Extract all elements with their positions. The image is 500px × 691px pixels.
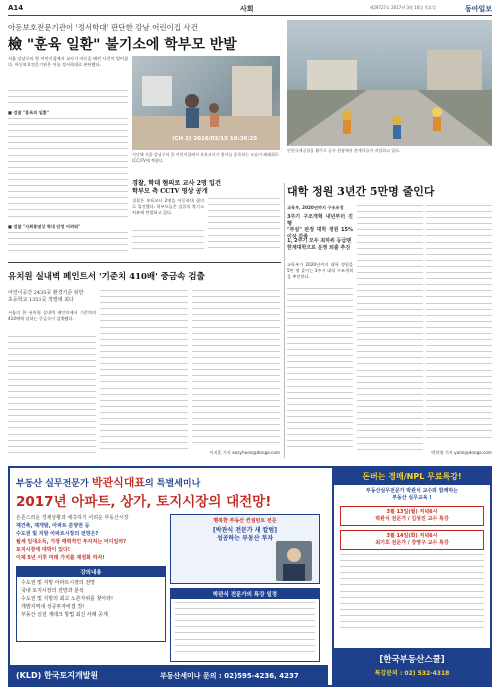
ad-center-title: [박관식 전문가 새 칼럼] 성공하는 부동산 투자 — [213, 527, 277, 542]
photo2-caption: 인천국제공항을 활주로 공사 현장에서 관계자들이 작업하고 있다. — [287, 148, 401, 153]
ad-schedule-item: 3월 14일(화) 저녁6시 최기호 전문가 / 강영구 교수 특강 — [340, 530, 484, 550]
article1-kicker: 아동보호전문기관이 '정서학대' 판단한 강남 어린이집 사건 — [8, 23, 198, 32]
article2-body: 교육부가 2020년까지 대학 정원을 5만 명 줄이는 3주기 대학 구조개혁을 추진한다. — [287, 262, 353, 280]
article3-byline: 이지훈 기자 easyhoon@donga.com — [209, 450, 280, 455]
ad-agenda-title: 강의내용 — [17, 567, 165, 577]
article1b-text-lines-2 — [208, 198, 280, 256]
ad-seminar-box — [170, 588, 320, 662]
ad-center-box — [170, 514, 320, 584]
ad-org-name: (KLD) 한국토지개발원 — [16, 671, 99, 680]
article2-subhead-1: 교육부, 2020년까지 구조조정 — [287, 205, 344, 210]
article2-subhead-2: 3주기 구조개혁 내년부터 진행 "부실" 판정 대학 정원 15%이상 감축 — [287, 214, 353, 240]
article1-headline: 檢 "훈육 일환" 불기소에 학부모 반발 — [8, 37, 237, 53]
page-header — [8, 4, 492, 16]
page-number: A14 — [8, 4, 24, 12]
ad-left-item: 월세 임대소득, 가장 매력적인 투자처는 어디일까? — [16, 539, 127, 545]
ad-lecturer: 박관식대표 — [91, 476, 145, 489]
article3-text-lines-3 — [192, 290, 280, 450]
article2-text-lines-2 — [357, 205, 423, 458]
ad-right-org: [한국부동산스쿨] — [379, 655, 445, 665]
ad-top-line-b: 의 특별세미나 — [144, 479, 201, 489]
ad-right-banner: 돈버는 경매/NPL 무료특강! — [334, 468, 490, 485]
lecturer-photo — [276, 541, 312, 581]
section-name: 사회 — [240, 5, 254, 13]
article1-body: 서울 강남구의 한 어린이집에서 교사가 아동을 때린 사건이 벌어졌다. 아동보호전문기관은 이를 정서학대로 판단했다. — [8, 56, 128, 68]
article1-text-lines — [8, 90, 128, 110]
article3-body: 서울의 한 유치원 실내벽 페인트에서 기준치의 410배에 달하는 중금속이 검출됐다. — [8, 310, 96, 322]
section-divider — [8, 262, 281, 263]
ad-left-items — [16, 514, 166, 562]
article3-text-lines-2 — [100, 290, 188, 458]
ad-org-bar — [10, 665, 328, 685]
ad-seminar-lines — [175, 602, 315, 662]
ad-left-item: 돈존스러운 경제상황과 예측하기 어려운 부동산시장 — [16, 515, 129, 521]
ad-left-item: 재건축, 재개발, 아파트 분양권 등 — [16, 523, 90, 529]
article1b-text-lines — [132, 230, 204, 256]
article2-subhead-3: 1, 2주기 모두 최하위 등급땐 한계대학으로 운영 퇴출 추진 — [287, 238, 352, 251]
person-icon — [276, 541, 312, 581]
cctv-photo — [132, 56, 280, 150]
airport-construction-illustration — [287, 20, 492, 146]
article2-text-lines-3 — [426, 205, 492, 448]
article1b-headline: 경찰, 학대 혐의로 교사 2명 입건 학부모 측 CCTV 영상 공개 — [132, 180, 221, 195]
article2-headline: 대학 정원 3년간 5만명 줄인다 — [287, 185, 435, 198]
ad-seminar-title: 박관식 전문가의 특강 일정 — [171, 589, 319, 599]
article1-subhead-2: ■ 검찰 "사회통념상 학대 단정 어려워" — [8, 224, 81, 229]
ad-schedule-item: 3월 13일(월) 저녁6시 박관식 전문가 / 김성진 교수 특강 — [340, 506, 484, 526]
article3-headline: 유치원 실내벽 페인트서 '기준치 410배' 중금속 검출 — [8, 272, 205, 282]
article3-text-lines-1 — [8, 336, 96, 458]
ad-left-item: 토지시장에 대박이 있다! — [16, 547, 71, 553]
airport-photo — [287, 20, 492, 146]
article2-text-lines-1 — [287, 288, 353, 458]
ad-left-item: 수도권 및 지방 아파트시장의 전망은? — [16, 531, 99, 537]
article1-subhead-1: ■ 검찰 "훈육의 일환" — [8, 110, 50, 115]
ad-agenda-box — [16, 566, 166, 642]
article3-kicker: 어린이공간 2435곳 환경기준 위반 초등학교 1351곳 적발돼 최다 — [8, 290, 84, 303]
ad-center-sub: 행복한 부동산 컨설턴트 전문 — [213, 518, 277, 524]
ad-agenda-item: 부동산 실전 재테크 방법 최신 사례 공개 — [21, 612, 108, 618]
article1-text-lines-3 — [8, 232, 128, 256]
ad-right-sub: 부동산실무전문가 박관식 교수와 함께하는 부동산 실무교육 ! — [365, 488, 459, 501]
ad-org-contact: 부동산세미나 문의 : 02)595-4236, 4237 — [160, 672, 299, 680]
article1b-body: 경찰은 보육교사 2명을 아동학대 혐의로 입건했다. 학부모들은 검찰의 불기소 처분에 반발하고 있다. — [132, 198, 204, 216]
photo1-caption: 지난해 서울 강남구의 한 어린이집에서 보육교사가 원아를 훈육하는 모습이 폐쇄회로(CC)TV에 찍혔다. — [132, 152, 279, 163]
ad-agenda-item: 수도권 및 지방의 최고 노른자위를 찾아라! — [21, 596, 114, 602]
issue-date: 제29727호 2017년 3월 16일 목요일 — [369, 5, 436, 10]
ad-top-line — [16, 474, 316, 490]
ad-right-lines — [340, 554, 484, 640]
ad-agenda-item: 개발지역내 성공투자비결 정! — [21, 604, 85, 610]
ad-agenda-item: 국내 토지시장의 전망과 분석 — [21, 588, 84, 594]
ad-right-panel — [332, 468, 490, 685]
ad-right-tel: 특강문의 : 02) 532-4318 — [374, 670, 450, 677]
ad-right-org-bar — [334, 648, 490, 685]
ad-main-title: 2017년 아파트, 상가, 토지시장의 대전망! — [16, 494, 272, 510]
newspaper-logo: 동아일보 — [464, 4, 492, 13]
ad-agenda-item: 수도권 및 지방 아파트시장의 전망 — [21, 580, 95, 586]
column-divider — [284, 183, 285, 458]
ad-top-line-a: 부동산 실무전문가 — [16, 479, 89, 489]
ad-left-item: 이제 5년 이후 미래 가치를 재점화 하자! — [16, 555, 105, 561]
cctv-timestamp: (CH 2) 2016/03/15 10:36:25 — [172, 136, 258, 142]
seminar-advertisement — [8, 466, 492, 687]
article2-byline: 박희영 기자 yami@donga.com — [431, 450, 492, 455]
article1-text-lines-2 — [8, 118, 128, 224]
